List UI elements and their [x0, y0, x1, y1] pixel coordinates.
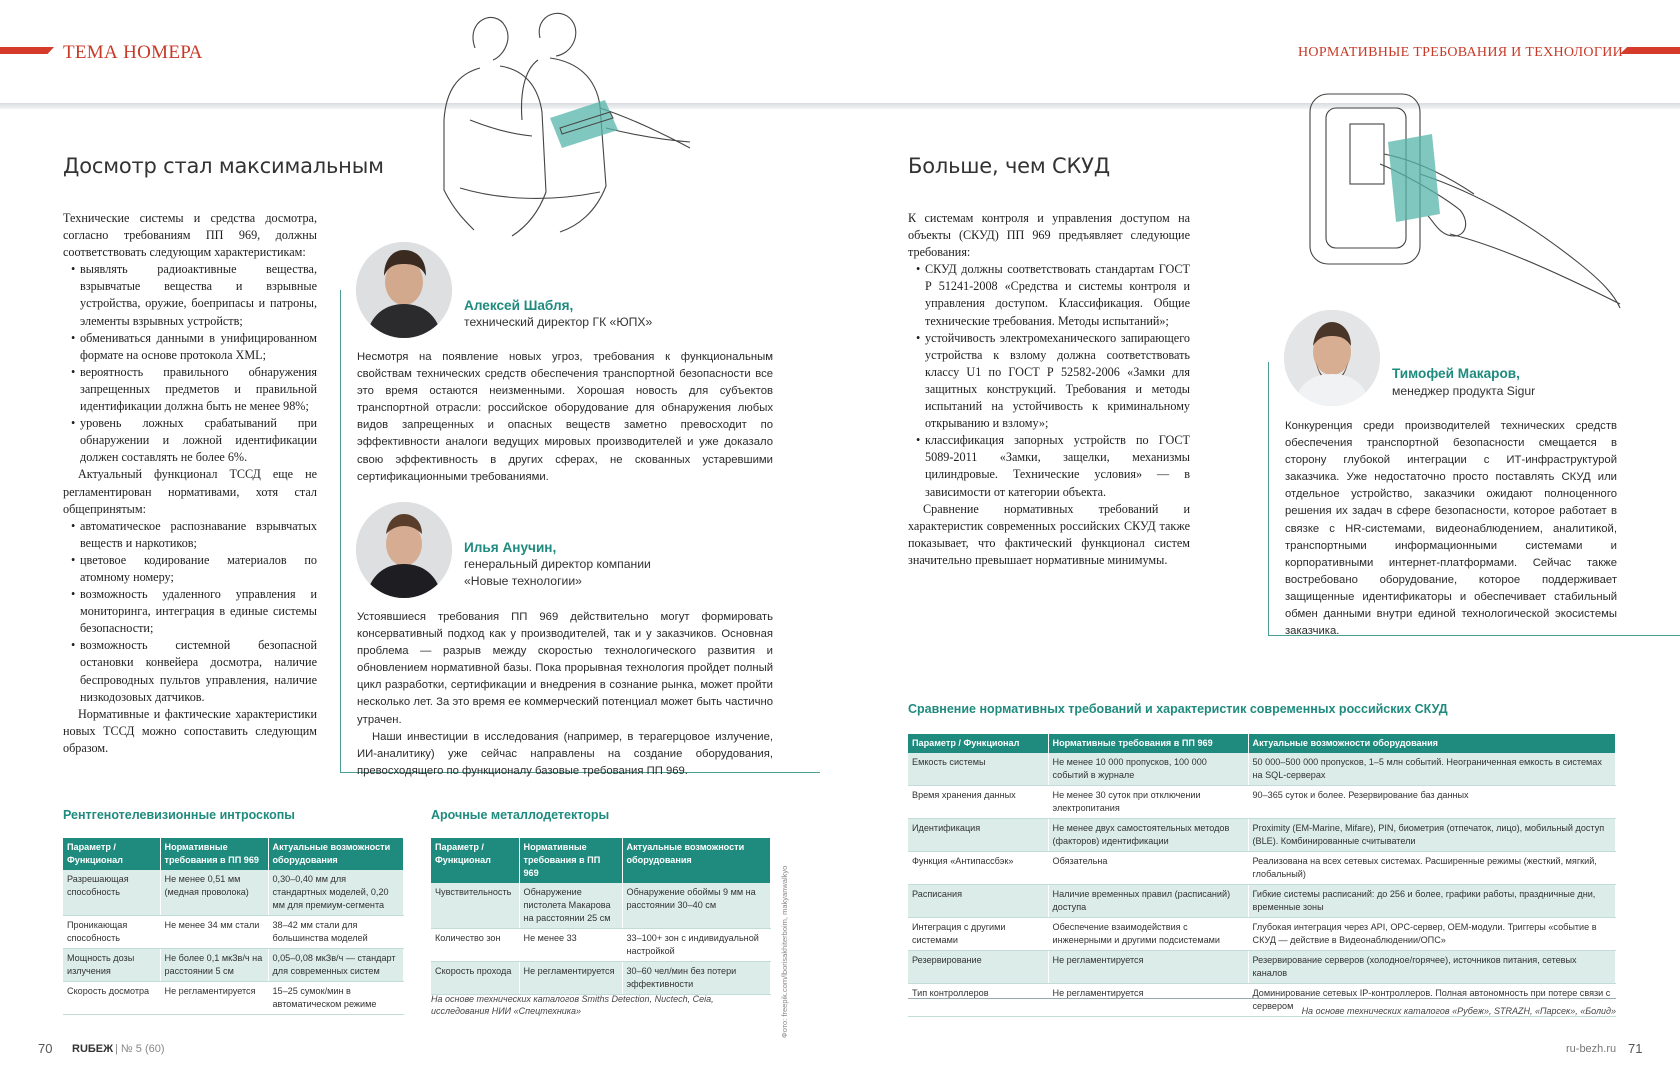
table-cell: Разрешающая способность: [63, 870, 160, 916]
table-cell: Скорость прохода: [431, 962, 519, 995]
list-item: • СКУД должны соответствовать стандартам ГОСТ Р 51241-2008 «Средства и системы контроля и управления доступом. Классификация. Общие технические требования. Методы испытаний»;: [916, 261, 1190, 329]
skud-requirements-list: [916, 261, 1190, 500]
avatar-shablya: [356, 242, 452, 338]
quote2-role-2: «Новые технологии»: [464, 574, 582, 588]
quote1-name: Алексей Шабля,: [464, 298, 574, 313]
table-row: [908, 951, 1616, 984]
table-header: Параметр / Функционал: [431, 838, 519, 883]
table-cell: Не регламентируется: [1048, 951, 1248, 984]
table-cell: 50 000–500 000 пропусков, 1–5 млн событий. Неограниченная емкость в системах на SQL-серверах: [1248, 753, 1616, 786]
table-header: Параметр / Функционал: [908, 734, 1048, 753]
table-header-row: [431, 838, 771, 883]
table-cell: Не менее двух самостоятельных методов (факторов) идентификации: [1048, 819, 1248, 852]
left-para-2: Актуальный функционал ТССД еще не регламентирован нормативами, хотя стал общепринятым:: [63, 467, 317, 516]
table-cell: Обязательна: [1048, 852, 1248, 885]
table2: [431, 838, 771, 995]
table-cell: 15–25 сумок/мин в автоматическом режиме: [268, 982, 404, 1015]
table-cell: Гибкие системы расписаний: до 256 и более, графики работы, праздничные дни, временные зоны: [1248, 885, 1616, 918]
table-header: Параметр / Функционал: [63, 838, 160, 870]
skud-table-source-note: На основе технических каталогов «Рубеж», STRAZH, «Парсек», «Болид»: [1301, 1006, 1616, 1016]
quote3-paragraph: Конкуренция среди производителей технических средств обеспечения транспортной безопасности смещается в сторону глубокой интеграции с ИТ-инфраструктурой заказчика. Уже недостаточно просто поставлять СКУД или отдельное устройство, заказчики ожидают полноценного решения их задач в сфере безопасности, которое работает в связке с HR-системами, видеонаблюдением, аналитикой, транспортными информационными системами и корпоративными интернет-платформами. Сейчас также востребовано оборудование, которое поддерживает защищенные идентификаторы и обеспечивает стабильный обмен данными внутри единой технологической экосистемы заказчика.: [1285, 420, 1617, 638]
table-cell: Чувствительность: [431, 883, 519, 929]
table-cell: Резервирование: [908, 951, 1048, 984]
quote1-text: [357, 349, 773, 486]
right-body-text: [908, 210, 1190, 569]
header-red-bar-left: [0, 47, 54, 54]
table-cell: 30–60 чел/мин без потери эффективности: [622, 962, 771, 995]
table-row: [908, 753, 1616, 786]
quote2-text: [357, 609, 773, 780]
list-item: • устойчивость электромеханического запирающего устройства к взлому должна соответствовать классу U1 по ГОСТ Р 52582-2006 «Замки для защитных конструкций. Требования и методы испытаний на устойчивость к криминальному открыванию и взлому»;: [916, 330, 1190, 433]
table-cell: Реализована на всех сетевых системах. Расширенные режимы (жесткий, мягкий, глобальный): [1248, 852, 1616, 885]
table-row: [431, 883, 771, 929]
skud-table-title: Сравнение нормативных требований и характеристик современных российских СКУД: [908, 702, 1448, 716]
table-cell: Мощность дозы излучения: [63, 949, 160, 982]
table-cell: Проникающая способность: [63, 916, 160, 949]
skud-table-bottom-rule: [908, 998, 1616, 999]
table-cell: Скорость досмотра: [63, 982, 160, 1015]
left-intro: Технические системы и средства досмотра, согласно требованиям ПП 969, должны соответствовать следующим характеристикам:: [63, 211, 317, 260]
quote2-paragraph-2: Наши инвестиции в исследования (например, в терагерцовое излучение, ИИ-аналитику) уже сейчас направлены на создание оборудования, превосходящего по функционалу базовые требования ПП 969.: [357, 730, 773, 777]
table-row: [908, 918, 1616, 951]
table-row: [908, 852, 1616, 885]
table-cell: Proximity (EM-Marine, Mifare), PIN, биометрия (отпечаток, лицо), мобильный доступ (BLE). Комбинированные считыватели: [1248, 819, 1616, 852]
table-cell: Не менее 0,51 мм (медная проволока): [160, 870, 268, 916]
table-cell: Время хранения данных: [908, 786, 1048, 819]
turnstile-illustration: [1300, 84, 1630, 324]
list-item: • вероятность правильного обнаружения запрещенных предметов и правильной идентификации должна быть не менее 98%;: [71, 364, 317, 415]
table-header-row: [63, 838, 404, 870]
list-item: • обмениваться данными в унифицированном формате на основе протокола XML;: [71, 330, 317, 364]
list-item: • возможность системной безопасной остановки конвейера досмотра, наличие беспроводных пультов управления, наличие низкодозовых датчиков.: [71, 637, 317, 705]
table-row: [908, 786, 1616, 819]
list-item: • автоматическое распознавание взрывчатых веществ и наркотиков;: [71, 518, 317, 552]
table-header: Актуальные возможности оборудования: [268, 838, 404, 870]
avatar-anuchin: [356, 502, 452, 598]
quote2-role-1: генеральный директор компании: [464, 557, 651, 571]
table-cell: Обнаружение пистолета Макарова на расстоянии 25 см: [519, 883, 622, 929]
article-title-left: Досмотр стал максимальным: [63, 154, 384, 178]
section-label-right: НОРМАТИВНЫЕ ТРЕБОВАНИЯ И ТЕХНОЛОГИИ: [1298, 45, 1624, 60]
inspection-illustration: [430, 8, 720, 248]
table-cell: Не регламентируется: [519, 962, 622, 995]
functions-list: [71, 518, 317, 706]
quote3-name: Тимофей Макаров,: [1392, 366, 1520, 381]
quote1-role: технический директор ГК «ЮПХ»: [464, 315, 653, 329]
table-cell: Функция «Антипассбэк»: [908, 852, 1048, 885]
table-cell: Не менее 33: [519, 929, 622, 962]
table-cell: 33–100+ зон с индивидуальной настройкой: [622, 929, 771, 962]
table-cell: Идентификация: [908, 819, 1048, 852]
issue-number: | № 5 (60): [115, 1043, 165, 1055]
list-item: • выявлять радиоактивные вещества, взрывчатые вещества и взрывные устройства, оружие, боеприпасы и патроны, элементы взрывных устройств;: [71, 261, 317, 329]
table-cell: Не менее 10 000 пропусков, 100 000 событий в журнале: [1048, 753, 1248, 786]
table-header: Нормативные требования в ПП 969: [1048, 734, 1248, 753]
table-cell: Количество зон: [431, 929, 519, 962]
left-body-text: [63, 210, 317, 757]
quote2-paragraph-1: Устоявшиеся требования ПП 969 действительно могут формировать консервативный подход как у производителей, так и у заказчиков. Основная проблема — разрыв между скоростью технологического развития и обновлением нормативной базы. Пока прорывная технология пройдет полный цикл разработки, сертификации и внедрения в сознание рынка, может пройти несколько лет. За это время ее коммерческий потенциал может быть частично утрачен.: [357, 611, 773, 726]
table-cell: Обнаружение обоймы 9 мм на расстоянии 30–40 см: [622, 883, 771, 929]
quote1-paragraph: Несмотря на появление новых угроз, требования к функциональным свойствам технических средств обеспечения транспортной безопасности все это время остаются неизменными. Хорошая новость для субъектов транспортной отрасли: российское оборудование для обнаружения любых видов запрещенных и опасных веществ заметно превосходит по эффективности аналоги ведущих мировых производителей и уже доказало свою эффективность в других сферах, не скованных устаревшими сертификационными требованиями.: [357, 351, 773, 483]
header-red-bar-right: [1620, 47, 1680, 54]
table-cell: Не более 0,1 мкЗв/ч на расстоянии 5 см: [160, 949, 268, 982]
table-header: Нормативные требования в ПП 969: [160, 838, 268, 870]
right-para: Сравнение нормативных требований и характеристик современных российских СКУД также показывает, что фактический функционал систем значительно превышает нормативные минимумы.: [908, 501, 1190, 567]
table-cell: Интеграция с другими системами: [908, 918, 1048, 951]
right-intro: К системам контроля и управления доступом на объекты (СКУД) ПП 969 предъявляет следующие требования:: [908, 211, 1190, 260]
quote3-role: менеджер продукта Sigur: [1392, 384, 1536, 398]
table-cell: Не регламентируется: [1048, 984, 1248, 1017]
table-header-row: [908, 734, 1616, 753]
table-row: [63, 870, 404, 916]
table-cell: Доминирование сетевых IP-контроллеров. Полная автономность при потере связи с сервером: [1248, 984, 1616, 1017]
photo-credit: Фото: freepik.com/lborisakhiterboim, makyanwalkyo: [780, 865, 789, 1038]
table1-title: Рентгенотелевизионные интроскопы: [63, 808, 295, 822]
avatar-makarov: [1284, 310, 1380, 406]
table1: [63, 838, 404, 1015]
quote2-name: Илья Анучин,: [464, 540, 557, 555]
table-header: Актуальные возможности оборудования: [1248, 734, 1616, 753]
list-item: • возможность удаленного управления и мониторинга, интеграция в единые системы безопасности;: [71, 586, 317, 637]
skud-table: [908, 734, 1616, 1017]
table-cell: Не менее 34 мм стали: [160, 916, 268, 949]
left-para-3: Нормативные и фактические характеристики новых ТССД можно сопоставить следующим образом.: [63, 706, 317, 755]
table-cell: Тип контроллеров: [908, 984, 1048, 1017]
section-label-left: ТЕМА НОМЕРА: [63, 42, 203, 63]
table-cell: Емкость системы: [908, 753, 1048, 786]
table-cell: Резервирование серверов (холодное/горячее), источников питания, сетевых каналов: [1248, 951, 1616, 984]
table-cell: Глубокая интеграция через API, OPC-сервер, OEM-модули. Триггеры «событие в СКУД — действие в Видеонаблюдении/ОПС»: [1248, 918, 1616, 951]
table-row: [63, 982, 404, 1015]
list-item: • уровень ложных срабатываний при обнаружении и ложной идентификации должен составлять не более 6%.: [71, 415, 317, 466]
table-header: Нормативные требования в ПП 969: [519, 838, 622, 883]
table-row: [908, 819, 1616, 852]
quote3-text: [1285, 418, 1617, 640]
table-cell: 0,05–0,08 мкЗв/ч — стандарт для современных систем: [268, 949, 404, 982]
article-title-right: Больше, чем СКУД: [908, 154, 1110, 178]
table-cell: Расписания: [908, 885, 1048, 918]
requirements-list: [71, 261, 317, 466]
magazine-name: RUБЕЖ: [72, 1043, 114, 1055]
page-number-right: 71: [1628, 1041, 1643, 1056]
table-cell: Не менее 30 суток при отключении электропитания: [1048, 786, 1248, 819]
table-row: [431, 929, 771, 962]
website: ru-bezh.ru: [1566, 1043, 1617, 1055]
table-row: [63, 949, 404, 982]
table-cell: Обеспечение взаимодействия с инженерными и другими подсистемами: [1048, 918, 1248, 951]
list-item: • классификация запорных устройств по ГОСТ 5089-2011 «Замки, защелки, механизмы цилиндровые. Технические условия» — в зависимости от категории объекта.: [916, 432, 1190, 500]
table-row: [908, 885, 1616, 918]
table-row: [63, 916, 404, 949]
table2-source-note: На основе технических каталогов Smiths Detection, Nuctech, Ceia, исследования НИИ «Спецтехника»: [431, 994, 714, 1016]
table-cell: 38–42 мм стали для большинства моделей: [268, 916, 404, 949]
table-cell: Наличие временных правил (расписаний) доступа: [1048, 885, 1248, 918]
table2-title: Арочные металлодетекторы: [431, 808, 610, 822]
page-number-left: 70: [38, 1041, 53, 1056]
table-row: [431, 962, 771, 995]
table-header: Актуальные возможности оборудования: [622, 838, 771, 883]
list-item: • цветовое кодирование материалов по атомному номеру;: [71, 552, 317, 586]
table-cell: 90–365 суток и более. Резервирование баз данных: [1248, 786, 1616, 819]
table-cell: 0,30–0,40 мм для стандартных моделей, 0,20 мм для премиум-сегмента: [268, 870, 404, 916]
table-cell: Не регламентируется: [160, 982, 268, 1015]
